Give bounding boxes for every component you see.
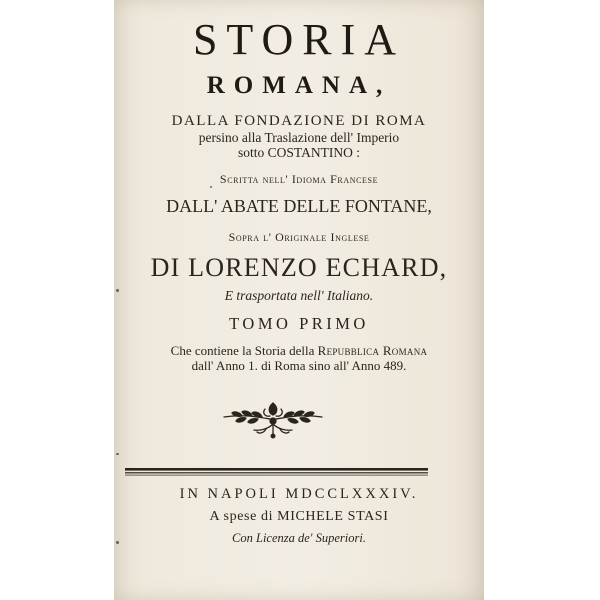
contents-line-1-smallcaps: Repubblica Romana [317,343,428,358]
volume-line: TOMO PRIMO [229,314,369,333]
sotto-line: sotto COSTANTINO : [238,145,360,160]
translated-line: E trasportata nell' Italiano. [224,288,374,303]
book-subtitle: ROMANA, [206,72,392,99]
original-line: Sopra l' Originale Inglese [228,230,370,244]
abbot-line: DALL' ABATE DELLE FONTANE, [166,196,432,216]
from-line: DALLA FONDAZIONE DI ROMA [171,113,427,129]
paper-speck [116,289,119,292]
imprint-line: IN NAPOLI MDCCLXXXIV. [179,486,419,502]
book-title: STORIA [192,15,406,64]
license-line: Con Licenza de' Superiori. [232,531,366,545]
written-line: Scritta nell' Idioma Francese [219,172,379,186]
paper-speck [210,186,212,188]
floral-vignette-icon [218,397,328,441]
paper-speck [116,541,119,544]
contents-line-2: dall' Anno 1. di Roma sino all' Anno 489. [191,358,407,373]
contents-line-1 [114,343,484,359]
contents-line-1-text: Che contiene la Storia della [170,343,318,358]
until-line: persino alla Traslazione dell' Imperio [198,130,400,145]
author-line: DI LORENZO ECHARD, [150,253,448,282]
paper-speck [116,453,119,455]
publisher-line: A spese di MICHELE STASI [209,509,389,524]
title-page [114,0,484,600]
double-rule-icon [125,468,428,476]
